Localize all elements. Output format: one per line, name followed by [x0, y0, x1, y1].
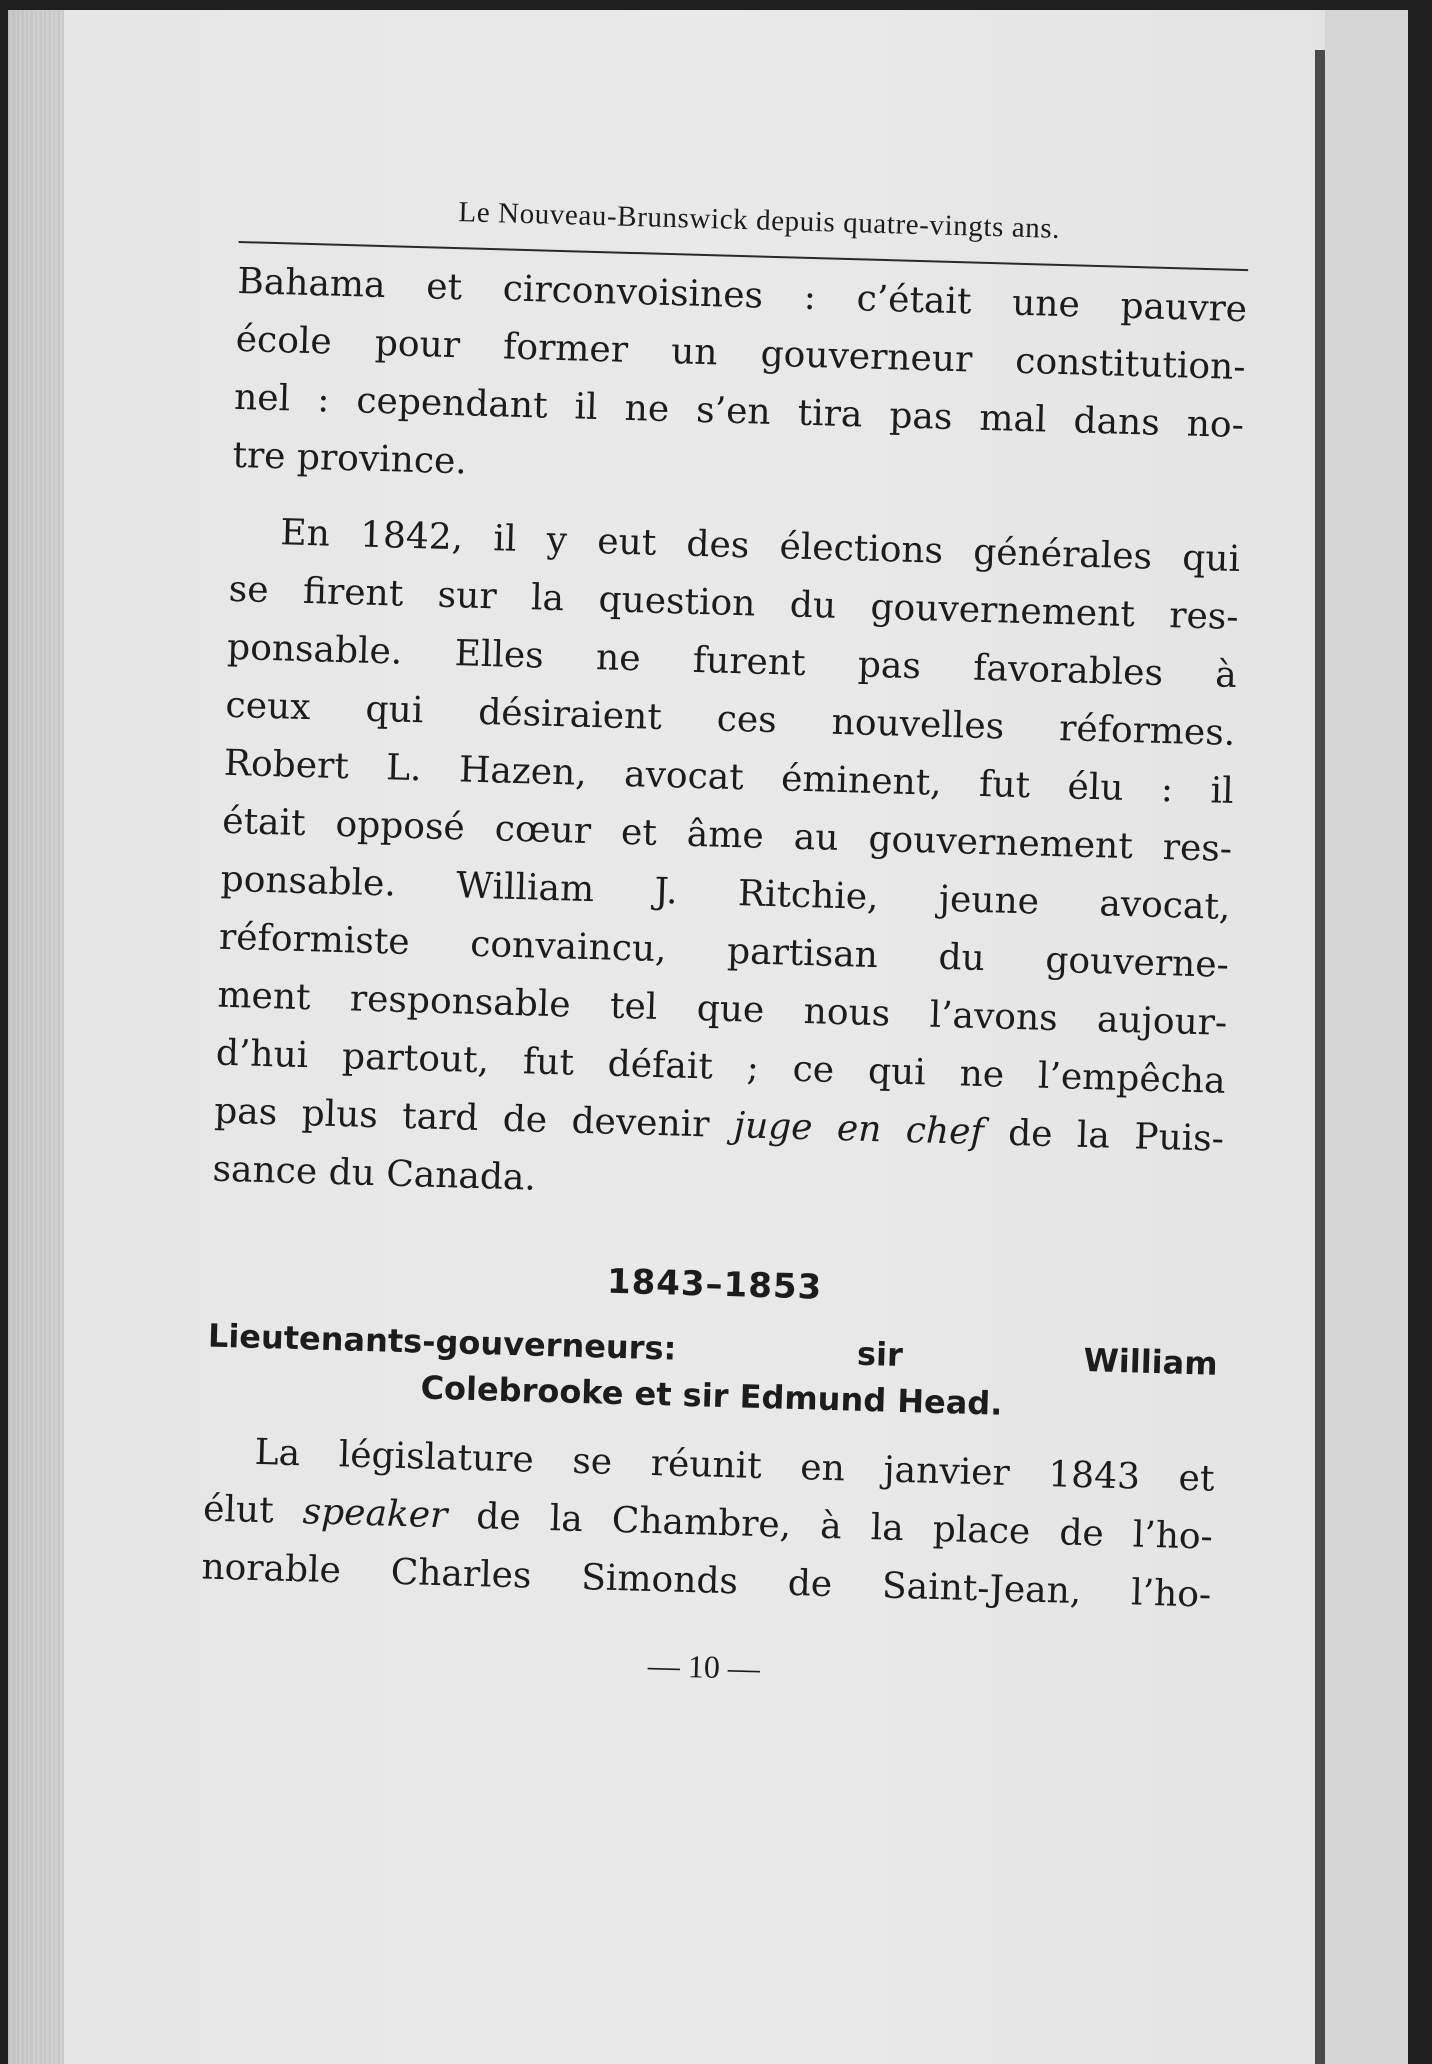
paragraph-3	[201, 1423, 1215, 1625]
running-head: Le Nouveau-Brunswick depuis quatre-vingts ans.	[458, 196, 1061, 245]
text-line: Bahama et circonvoisines : c’était une pauvre	[236, 260, 1248, 331]
text-run: de la Chambre, à la place de l’ho-	[446, 1495, 1214, 1558]
page-gutter-shadow	[1315, 50, 1325, 2064]
page-text-block	[199, 190, 1250, 1700]
book-page	[8, 10, 1408, 2064]
text-run: pas plus tard de devenir	[213, 1090, 711, 1146]
facing-page-strip	[1325, 10, 1408, 2064]
text-line: ponsable. Elles ne furent pas favorables à	[226, 626, 1238, 697]
section-years-heading: 1843–1853	[606, 1261, 823, 1308]
text-run: de la Puis-	[983, 1112, 1225, 1160]
italic-phrase: juge en chef	[733, 1105, 985, 1154]
section-title-line: Lieutenants-gouverneurs: sir William	[207, 1316, 1219, 1383]
text-line: d’hui partout, fut défait ; ce qui ne l’empêcha	[215, 1032, 1227, 1102]
text-line: ponsable. William J. Ritchie, jeune avocat,	[220, 858, 1231, 928]
text-line: sance du Canada.	[212, 1148, 537, 1199]
italic-word: speaker	[302, 1491, 448, 1537]
text-line: se firent sur la question du gouvernement res-	[228, 568, 1240, 639]
paragraph-2	[212, 503, 1241, 1227]
text-line: En 1842, il y eut des élections générales qui	[279, 512, 1241, 581]
text-line: norable Charles Simonds de Saint-Jean, l’ho-	[200, 1546, 1212, 1616]
text-line: tre province.	[232, 434, 468, 483]
text-line: La législature se réunit en janvier 1843 et	[254, 1431, 1215, 1500]
text-line: ment responsable tel que nous l’avons aujour-	[216, 974, 1228, 1044]
text-line: nel : cependant il ne s’en tira pas mal dans no-	[233, 376, 1245, 447]
text-line: était opposé cœur et âme au gouvernement res-	[221, 800, 1233, 870]
section-title-line: Colebrooke et sir Edmund Head.	[420, 1368, 1003, 1423]
text-line: réformiste convaincu, partisan du gouverne-	[218, 916, 1230, 986]
page-number: — 10 —	[647, 1646, 761, 1687]
text-line: Robert L. Hazen, avocat éminent, fut élu : il	[223, 742, 1235, 812]
paragraph-1	[232, 253, 1248, 513]
page-stack-edge	[8, 10, 64, 2064]
text-run: élut	[202, 1488, 304, 1533]
text-line: ceux qui désiraient ces nouvelles réformes.	[225, 684, 1236, 754]
text-line: école pour former un gouverneur constitution-	[235, 318, 1247, 389]
